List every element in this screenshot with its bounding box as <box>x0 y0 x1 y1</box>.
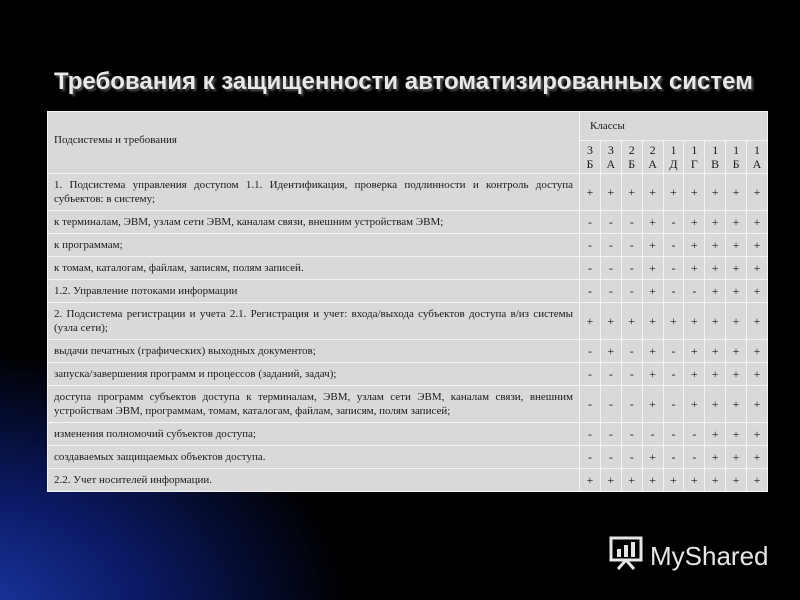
class-mark: - <box>600 211 621 234</box>
table-row <box>48 446 768 469</box>
class-mark: + <box>747 211 768 234</box>
class-mark: + <box>726 386 747 423</box>
class-letter: В <box>711 157 720 171</box>
myshared-watermark <box>608 536 769 576</box>
class-column-header <box>747 141 768 174</box>
class-mark: + <box>600 303 621 340</box>
requirement-text: создаваемых защищаемых объектов доступа. <box>48 446 580 469</box>
class-mark: + <box>705 280 726 303</box>
table-row <box>48 469 768 492</box>
class-mark: - <box>621 446 642 469</box>
requirement-text: доступа программ субъектов доступа к терминалам, ЭВМ, узлам сети ЭВМ, каналам связи, внешним устройствам ЭВМ, программам, томам, каталогам, файлам, записям, полям записей; <box>48 386 580 423</box>
class-mark: + <box>726 174 747 211</box>
class-mark: - <box>580 363 601 386</box>
header-requirements: Подсистемы и требования <box>48 112 580 174</box>
class-mark: + <box>642 363 663 386</box>
class-mark: + <box>705 303 726 340</box>
class-mark: - <box>684 280 705 303</box>
class-mark: + <box>621 303 642 340</box>
class-mark: - <box>621 234 642 257</box>
class-mark: - <box>663 280 684 303</box>
class-mark: + <box>747 280 768 303</box>
class-mark: + <box>747 257 768 280</box>
class-mark: + <box>663 469 684 492</box>
page-title: Требования к защищенности автоматизированных систем <box>54 68 753 95</box>
class-mark: + <box>684 257 705 280</box>
class-mark: - <box>663 446 684 469</box>
class-mark: - <box>621 280 642 303</box>
class-mark: - <box>600 423 621 446</box>
class-mark: + <box>684 469 705 492</box>
class-mark: + <box>705 386 726 423</box>
class-mark: + <box>705 174 726 211</box>
class-mark: - <box>663 340 684 363</box>
class-number: 1 <box>712 143 719 157</box>
table-row <box>48 386 768 423</box>
class-mark: - <box>580 257 601 280</box>
class-mark: + <box>705 446 726 469</box>
class-mark: + <box>600 340 621 363</box>
header-classes: Классы <box>580 112 768 141</box>
class-mark: - <box>621 363 642 386</box>
requirement-text: изменения полномочий субъектов доступа; <box>48 423 580 446</box>
class-mark: + <box>684 386 705 423</box>
requirement-text: 1. Подсистема управления доступом 1.1. Идентификация, проверка подлинности и контроль доступа субъектов: в систему; <box>48 174 580 211</box>
class-mark: + <box>705 257 726 280</box>
class-mark: + <box>747 363 768 386</box>
class-mark: - <box>663 234 684 257</box>
class-mark: - <box>621 423 642 446</box>
class-mark: + <box>663 303 684 340</box>
table-row <box>48 211 768 234</box>
class-column-header <box>600 141 621 174</box>
class-mark: + <box>663 174 684 211</box>
class-mark: - <box>580 211 601 234</box>
class-mark: + <box>747 340 768 363</box>
class-column-header <box>580 141 601 174</box>
class-mark: + <box>726 257 747 280</box>
class-mark: - <box>580 423 601 446</box>
class-number: 1 <box>691 143 698 157</box>
class-mark: - <box>642 423 663 446</box>
class-mark: + <box>642 469 663 492</box>
class-number: 2 <box>628 143 635 157</box>
class-mark: - <box>580 386 601 423</box>
class-mark: + <box>642 257 663 280</box>
table-row <box>48 423 768 446</box>
class-mark: + <box>705 340 726 363</box>
class-column-header <box>726 141 747 174</box>
requirement-text: к программам; <box>48 234 580 257</box>
class-number: 1 <box>670 143 677 157</box>
class-mark: + <box>684 340 705 363</box>
class-letter: А <box>606 157 616 171</box>
table-row <box>48 363 768 386</box>
class-mark: + <box>705 363 726 386</box>
class-mark: - <box>621 340 642 363</box>
class-mark: + <box>705 211 726 234</box>
class-mark: + <box>600 174 621 211</box>
class-mark: - <box>600 257 621 280</box>
class-mark: + <box>726 234 747 257</box>
class-mark: + <box>600 469 621 492</box>
presentation-board-icon <box>608 535 650 578</box>
class-mark: + <box>726 446 747 469</box>
class-mark: - <box>621 386 642 423</box>
class-mark: + <box>747 446 768 469</box>
requirements-table <box>47 111 768 492</box>
class-column-header <box>621 141 642 174</box>
table-row <box>48 340 768 363</box>
requirement-text: к терминалам, ЭВМ, узлам сети ЭВМ, каналам связи, внешним устройствам ЭВМ; <box>48 211 580 234</box>
class-mark: + <box>642 280 663 303</box>
class-mark: + <box>684 174 705 211</box>
class-mark: + <box>747 386 768 423</box>
class-mark: + <box>747 303 768 340</box>
class-mark: + <box>580 469 601 492</box>
class-mark: + <box>684 211 705 234</box>
class-mark: + <box>580 174 601 211</box>
class-mark: + <box>642 340 663 363</box>
class-mark: - <box>600 386 621 423</box>
class-number: 2 <box>649 143 656 157</box>
class-mark: + <box>705 423 726 446</box>
class-mark: + <box>642 174 663 211</box>
class-column-header <box>663 141 684 174</box>
class-mark: + <box>684 303 705 340</box>
class-mark: - <box>663 211 684 234</box>
class-mark: - <box>580 234 601 257</box>
watermark-text: MyShared <box>650 540 769 571</box>
class-letter: Б <box>628 157 636 171</box>
class-mark: + <box>684 234 705 257</box>
class-mark: - <box>684 446 705 469</box>
class-mark: + <box>642 303 663 340</box>
class-mark: + <box>726 469 747 492</box>
class-mark: - <box>600 280 621 303</box>
class-mark: - <box>663 386 684 423</box>
class-mark: - <box>663 363 684 386</box>
class-mark: - <box>600 363 621 386</box>
requirement-text: выдачи печатных (графических) выходных документов; <box>48 340 580 363</box>
table-row <box>48 257 768 280</box>
class-mark: + <box>747 174 768 211</box>
class-mark: + <box>705 469 726 492</box>
class-mark: + <box>726 423 747 446</box>
class-mark: + <box>705 234 726 257</box>
class-number: 1 <box>733 143 740 157</box>
class-mark: + <box>642 211 663 234</box>
table-header-row <box>48 112 768 141</box>
class-number: 3 <box>607 143 614 157</box>
table-row <box>48 174 768 211</box>
class-mark: + <box>621 469 642 492</box>
class-letter: А <box>752 157 762 171</box>
class-mark: + <box>621 174 642 211</box>
requirement-text: к томам, каталогам, файлам, записям, полям записей. <box>48 257 580 280</box>
class-mark: + <box>642 234 663 257</box>
class-mark: - <box>580 446 601 469</box>
class-number: 3 <box>586 143 593 157</box>
class-mark: - <box>621 257 642 280</box>
table-row <box>48 280 768 303</box>
requirement-text: запуска/завершения программ и процессов (заданий, задач); <box>48 363 580 386</box>
class-mark: + <box>747 234 768 257</box>
requirement-text: 2.2. Учет носителей информации. <box>48 469 580 492</box>
requirement-text: 2. Подсистема регистрации и учета 2.1. Регистрация и учет: входа/выхода субъектов доступа в/из системы (узла сети); <box>48 303 580 340</box>
table-row <box>48 234 768 257</box>
class-mark: - <box>621 211 642 234</box>
requirement-text: 1.2. Управление потоками информации <box>48 280 580 303</box>
class-mark: + <box>642 446 663 469</box>
class-mark: - <box>600 446 621 469</box>
class-letter: Б <box>586 157 594 171</box>
class-column-header <box>642 141 663 174</box>
class-mark: - <box>663 423 684 446</box>
class-mark: + <box>726 211 747 234</box>
class-mark: + <box>726 303 747 340</box>
class-letter: А <box>648 157 657 171</box>
class-mark: - <box>684 423 705 446</box>
class-number: 1 <box>754 143 760 157</box>
class-mark: + <box>726 363 747 386</box>
class-mark: + <box>642 386 663 423</box>
class-letter: Д <box>669 157 678 171</box>
class-mark: - <box>580 340 601 363</box>
class-mark: + <box>747 469 768 492</box>
class-mark: + <box>684 363 705 386</box>
class-letter: Б <box>732 157 740 171</box>
table-row <box>48 303 768 340</box>
class-mark: + <box>726 280 747 303</box>
class-mark: + <box>726 340 747 363</box>
class-mark: + <box>747 423 768 446</box>
class-column-header <box>705 141 726 174</box>
class-mark: - <box>600 234 621 257</box>
class-letter: Г <box>690 157 698 171</box>
class-column-header <box>684 141 705 174</box>
class-mark: + <box>580 303 601 340</box>
class-mark: - <box>663 257 684 280</box>
class-mark: - <box>580 280 601 303</box>
